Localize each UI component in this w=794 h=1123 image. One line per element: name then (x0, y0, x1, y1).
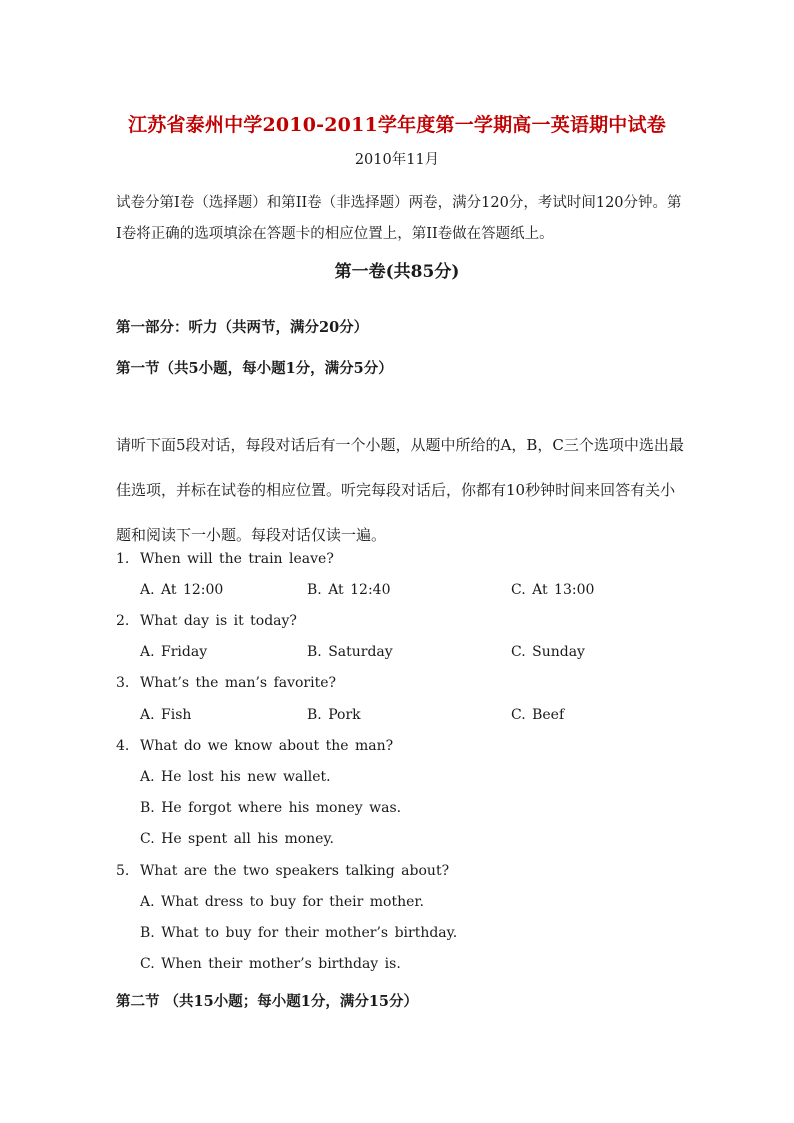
exam-intro: 试卷分第I卷（选择题）和第II卷（非选择题）两卷，满分120分，考试时间120分钟。第I卷将正确的选项填涂在答题卡的相应位置上，第II卷做在答题纸上。 (116, 195, 682, 242)
question-number: 5. (116, 863, 130, 879)
option-a: A. He lost his new wallet. (140, 769, 331, 785)
option-b: B. What to buy for their mother’s birthday. (140, 925, 458, 941)
question-1 (116, 551, 334, 567)
listening-instructions: 请听下面5段对话，每段对话后有一个小题，从题中所给的A，B，C三个选项中选出最佳选项，并标在试卷的相应位置。听完每段对话后，你都有10秒钟时间来回答有关小题和阅读下一小题。每段对话仅读一遍。 (116, 436, 684, 544)
option-a: A. Friday (140, 644, 208, 660)
question-text: What are the two speakers talking about? (140, 863, 450, 879)
option-b: B. He forgot where his money was. (140, 800, 402, 816)
option-b: B. Saturday (307, 644, 393, 660)
question-text: What do we know about the man? (140, 738, 394, 754)
option-c: C. When their mother’s birthday is. (140, 956, 401, 972)
question-number: 2. (116, 613, 130, 629)
question-number: 1. (116, 551, 130, 567)
option-c: C. Sunday (511, 644, 585, 660)
question-5 (116, 863, 449, 879)
option-b: B. Pork (307, 707, 361, 723)
exam-title: 江苏省泰州中学2010-2011学年度第一学期高一英语期中试卷 (128, 114, 666, 136)
section-listening-heading: 第一部分：听力（共两节，满分20分） (116, 319, 369, 336)
option-c: C. Beef (511, 707, 565, 723)
question-4 (116, 738, 393, 754)
exam-date: 2010年11月 (354, 152, 440, 168)
question-number: 3. (116, 675, 130, 691)
option-a: A. At 12:00 (140, 582, 224, 598)
option-a: A. What dress to buy for their mother. (140, 894, 424, 910)
question-text: What day is it today? (140, 613, 297, 629)
question-text: What’s the man’s favorite? (140, 675, 337, 691)
section-two-heading: 第二节 （共15小题；每小题1分，满分15分） (116, 993, 418, 1010)
question-number: 4. (116, 738, 130, 754)
option-c: C. At 13:00 (511, 582, 595, 598)
option-b: B. At 12:40 (307, 582, 391, 598)
question-3 (116, 675, 336, 691)
option-c: C. He spent all his money. (140, 831, 334, 847)
question-2 (116, 613, 297, 629)
question-text: When will the train leave? (140, 551, 334, 567)
option-a: A. Fish (140, 707, 192, 723)
section-one-heading: 第一节（共5小题，每小题1分，满分5分） (116, 360, 393, 377)
part-one-title: 第一卷(共85分) (334, 262, 460, 282)
